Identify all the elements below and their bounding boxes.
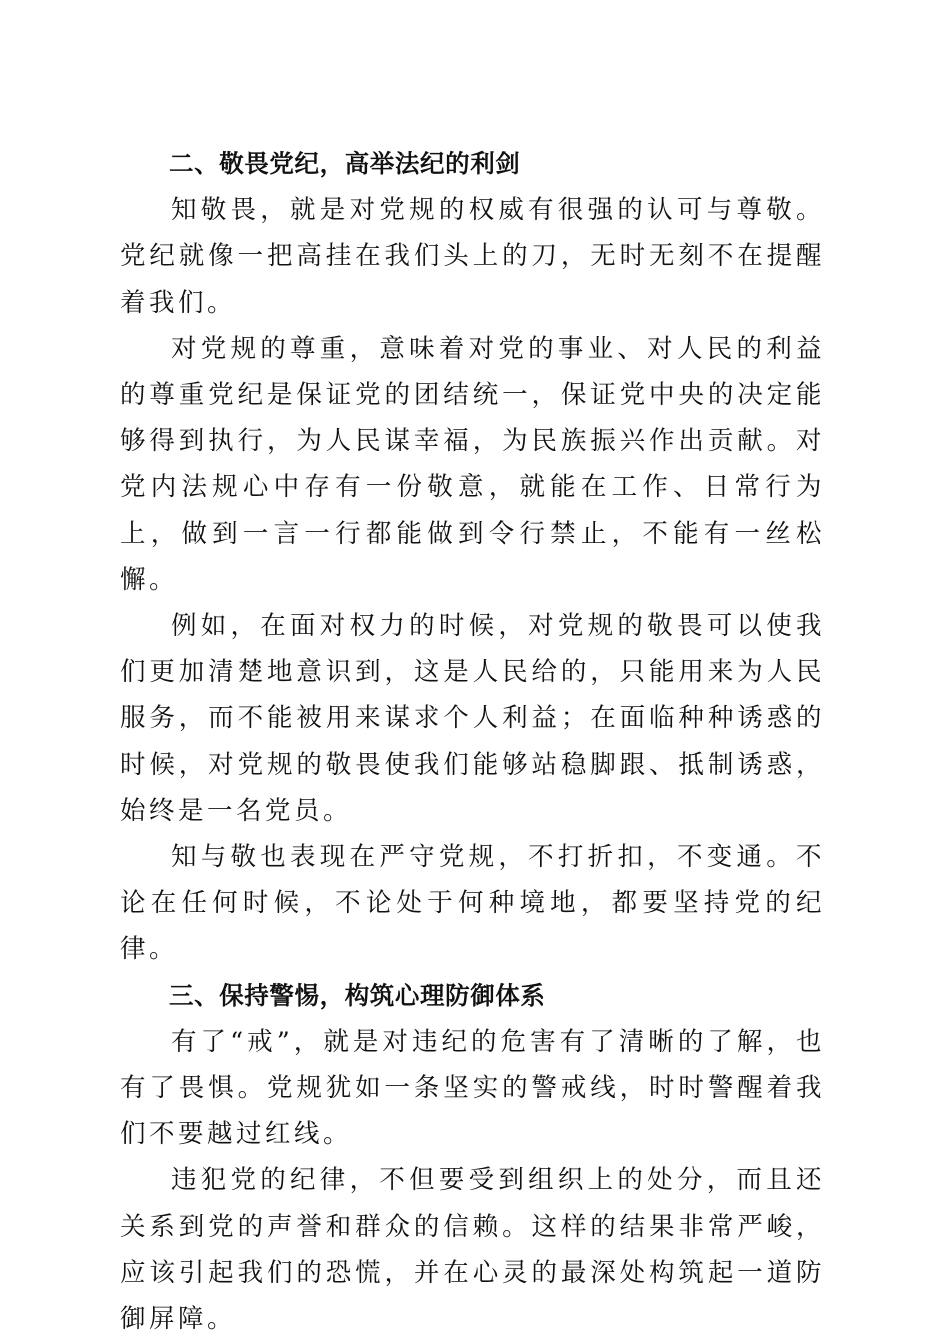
- section-heading-2: 二、敬畏党纪，高举法纪的利剑: [169, 149, 521, 178]
- paragraph: 违犯党的纪律，不但要受到组织上的处分，而且还关系到党的声誉和群众的信赖。这样的结果非常严峻，应该引起我们的恐慌，并在心灵的最深处构筑起一道防御屏障。: [120, 1165, 825, 1335]
- paragraph: 对党规的尊重，意味着对党的事业、对人民的利益的尊重党纪是保证党的团结统一，保证党中央的决定能够得到执行，为人民谋幸福，为民族振兴作出贡献。对党内法规心中存有一份敬意，就能在工作、日常行为上，做到一言一行都能做到令行禁止，不能有一丝松懈。: [120, 333, 825, 595]
- document-body: [120, 141, 825, 1342]
- paragraph: 知与敬也表现在严守党规，不打折扣，不变通。不论在任何时候，不论处于何种境地，都要坚持党的纪律。: [120, 842, 825, 965]
- paragraph: 例如，在面对权力的时候，对党规的敬畏可以使我们更加清楚地意识到，这是人民给的，只能用来为人民服务，而不能被用来谋求个人利益；在面临种种诱惑的时候，对党规的敬畏使我们能够站稳脚跟、抵制诱惑，始终是一名党员。: [120, 611, 825, 826]
- paragraph: 知敬畏，就是对党规的权威有很强的认可与尊敬。党纪就像一把高挂在我们头上的刀，无时无刻不在提醒着我们。: [120, 195, 825, 318]
- paragraph: 有了“戒”，就是对违纪的危害有了清晰的了解，也有了畏惧。党规犹如一条坚实的警戒线，时时警醒着我们不要越过红线。: [120, 1026, 825, 1150]
- section-heading-3: 三、保持警惕，构筑心理防御体系: [169, 980, 546, 1010]
